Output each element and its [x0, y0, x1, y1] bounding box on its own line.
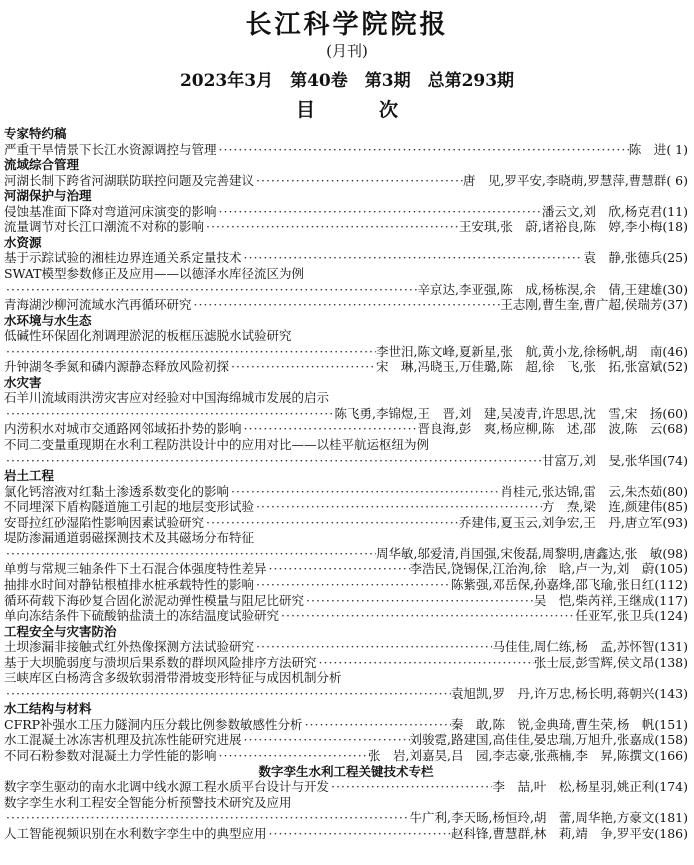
entry-page: (11) — [662, 203, 688, 219]
leader-dots — [4, 685, 451, 702]
leader-dots — [329, 778, 492, 795]
entry-authors: 李世汨,陈文峰,夏新星,张 航,黄小龙,徐杨帆,胡 南 — [375, 343, 663, 359]
entry-authors: 宋 琳,冯晓玉,万佳璐,陈 超,徐 飞,张 拓,张富斌 — [375, 359, 663, 375]
entry-title: 氯化钙溶液对红黏土渗透系数变化的影响 — [4, 483, 230, 499]
leader-dots — [4, 343, 376, 360]
toc-entry — [4, 296, 688, 313]
entry-title: 严重干旱情景下长江水资源调控与管理 — [4, 141, 217, 157]
entry-authors: 袁旭凯,罗 丹,许万忠,杨长明,蒋朝兴 — [450, 685, 655, 701]
entry-title: 基于大坝脆弱度与溃坝后果系数的群坝风险排序方法研究 — [4, 654, 317, 670]
entry-title: 土坝渗漏非接触式红外热像探测方法试验研究 — [4, 639, 255, 655]
entry-authors: 乔建伟,夏玉云,刘争宏,王 丹,唐立军 — [458, 514, 663, 530]
entry-authors: 吴 恺,柴芮祥,王继成 — [533, 592, 655, 608]
entry-authors: 刘骏霓,路建国,高佳佳,晏忠瑞,万旭升,张嘉成 — [409, 732, 655, 748]
section-heading: 水资源 — [4, 234, 42, 250]
entry-page: (181) — [654, 810, 688, 826]
entry-title: CFRP补强水工压力隧洞内压分载比例参数敏感性分析 — [4, 716, 303, 732]
entry-page: (124) — [654, 608, 688, 624]
entry-authors: 牛广利,李天旸,杨恒玲,胡 蕾,周华艳,方豪文 — [409, 810, 655, 826]
entry-title: 抽排水时间对静钻根植排水桩承载特性的影响 — [4, 576, 255, 592]
entry-title: 安哥拉红砂湿陷性影响因素试验研究 — [4, 514, 205, 530]
entry-title: 基于示踪试验的湘桂边界连通关系定量技术 — [4, 250, 242, 266]
section-heading: 水环境与水生态 — [4, 312, 92, 328]
entry-title: 数字孪生驱动的南水北调中线水源工程水质平台设计与开发 — [4, 779, 330, 795]
issue-line: 2023年3月 第40卷 第3期 总第293期 — [179, 71, 515, 91]
leader-dots — [242, 420, 418, 437]
entry-authors: 任亚军,张卫兵 — [575, 608, 655, 624]
leader-dots — [254, 172, 463, 189]
entry-title: 不同石粉参数对混凝土力学性能的影响 — [4, 748, 217, 763]
entry-authors: 王安琪,张 蔚,诸裕良,陈 婷,李小梅 — [458, 219, 663, 235]
entry-authors: 李 喆,叶 松,杨星羽,姚正利 — [492, 779, 655, 795]
toc-entry — [4, 529, 688, 546]
leader-dots — [229, 483, 500, 500]
toc-entry — [4, 560, 688, 577]
entry-page: (138) — [654, 654, 688, 670]
leader-dots — [4, 405, 335, 422]
entry-title: 人工智能视频识别在水利数字孪生中的典型应用 — [4, 825, 267, 841]
section-heading: 专家特约稿 — [4, 126, 67, 141]
entry-page: (18) — [662, 219, 688, 235]
entry-page: (46) — [662, 343, 688, 359]
section-heading: 水灾害 — [4, 374, 42, 390]
toc-entry — [4, 825, 688, 842]
toc-entry — [4, 203, 688, 220]
entry-title: 单向冻结条件下硫酸钠盐渍土的冻结温度试验研究 — [4, 608, 280, 624]
entry-title: 单剪与常规三轴条件下土石混合体强度特性差异 — [4, 561, 267, 577]
entry-authors: 赵科锋,曹慧群,林 莉,靖 争,罗平安 — [450, 825, 655, 841]
entry-title: 青海湖沙柳河流域水汽再循环研究 — [4, 297, 192, 313]
leader-dots — [267, 560, 410, 577]
entry-page: (60) — [662, 405, 688, 421]
entry-title: 不同埋深下盾构隧道施工引起的地层变形试验 — [4, 499, 255, 515]
entry-title: 水工混凝土冰冻害机理及抗冻性能研究进展 — [4, 732, 242, 748]
toc-entry — [4, 172, 688, 189]
toc-entry — [4, 514, 688, 531]
leader-dots — [229, 358, 376, 375]
entry-authors: 陈紫强,邓岳保,孙嘉烽,邵飞瑜,张日红 — [450, 576, 655, 592]
leader-dots — [4, 281, 417, 298]
leader-dots — [4, 545, 376, 562]
toc-entry — [4, 358, 688, 375]
entry-authors: 张 岩,刘嘉昊,吕 园,李志豪,张燕楠,李 昇,陈撰文 — [368, 748, 655, 763]
entry-authors: 潘云文,刘 欣,杨克君 — [541, 203, 663, 219]
toc-entry-continuation — [4, 809, 688, 826]
leader-dots — [303, 716, 451, 733]
toc-entry — [4, 778, 688, 795]
entry-page: (112) — [654, 576, 688, 592]
toc-entry-continuation — [4, 452, 688, 469]
entry-page: (166) — [654, 748, 688, 763]
entry-title: 三峡库区白杨湾含多级软弱滑带滑坡变形特征与成因机制分析 — [4, 670, 342, 686]
entry-page: ( 6) — [666, 172, 688, 188]
toc-entry — [4, 498, 688, 515]
entry-page: (131) — [654, 639, 688, 655]
entry-page: (174) — [654, 779, 688, 795]
entry-page: (80) — [662, 483, 688, 499]
entry-page: (37) — [662, 297, 688, 313]
entry-page: (85) — [662, 499, 688, 515]
entry-authors: 马佳佳,周仁练,杨 孟,苏怀智 — [492, 639, 655, 655]
toc-entry — [4, 607, 688, 624]
entry-authors: 李浩民,饶锡保,江治洵,徐 晗,卢一为,刘 蔚 — [409, 561, 655, 577]
entry-authors: 肖桂元,张达锦,雷 云,朱杰茹 — [500, 483, 663, 499]
entry-page: (158) — [654, 732, 688, 748]
leader-dots — [192, 296, 501, 313]
leader-dots — [317, 654, 534, 671]
leader-dots — [242, 731, 410, 748]
toc-entry — [4, 669, 688, 686]
entry-title: 低碱性环保固化剂调理淤泥的板框压滤脱水试验研究 — [4, 328, 292, 344]
entry-page: (74) — [662, 452, 688, 468]
journal-title: 长江科学院院报 — [245, 10, 449, 40]
toc-entry — [4, 436, 688, 453]
entry-authors: 辛京达,李亚强,陈 成,杨栋淏,余 倩,王建雄 — [417, 281, 663, 297]
entry-page: (143) — [654, 685, 688, 701]
entry-page: (151) — [654, 716, 688, 732]
toc-entry-continuation — [4, 685, 688, 702]
entry-page: ( 1) — [666, 141, 688, 157]
toc-entry — [4, 794, 688, 811]
entry-page: (98) — [662, 545, 688, 561]
toc-entry — [4, 265, 688, 282]
entry-page: (93) — [662, 514, 688, 530]
entry-authors: 唐 见,罗平安,李晓萌,罗慧萍,曹慧群 — [462, 172, 667, 188]
section-heading: 流域综合管理 — [4, 157, 80, 173]
journal-subtitle: (月刊) — [326, 42, 368, 60]
section-heading: 工程安全与灾害防治 — [4, 623, 117, 639]
toc-heading-right: 次 — [379, 99, 399, 121]
toc-entry — [4, 654, 688, 671]
toc-entry — [4, 141, 688, 158]
toc-entry — [4, 731, 688, 748]
toc-entry — [4, 592, 688, 609]
entry-title: 不同二变量重现期在水利工程防洪设计中的应用对比——以桂平航运枢纽为例 — [4, 437, 430, 452]
entry-authors: 方 焘,梁 连,颜建伟 — [541, 499, 663, 515]
entry-authors: 晋良海,彭 爽,杨应柳,陈 述,邵 波,陈 云 — [417, 421, 663, 437]
toc-entry — [4, 716, 688, 733]
entry-authors: 王志刚,曹生奎,曹广超,侯瑞芳 — [500, 297, 663, 313]
entry-authors: 甘富万,刘 旻,张华国 — [541, 452, 663, 468]
toc-heading — [0, 95, 694, 122]
entry-title: SWAT模型参数修正及应用——以德泽水库径流区为例 — [4, 265, 304, 281]
toc-entry-continuation — [4, 343, 688, 360]
toc-entry — [4, 747, 688, 764]
entry-title: 升钟湖冬季氮和磷内源静态释放风险初探 — [4, 359, 230, 375]
entry-authors: 周华敏,邬爱清,肖国强,宋俊磊,周黎明,唐鑫达,张 敏 — [375, 545, 663, 561]
leader-dots — [242, 249, 584, 266]
entry-authors: 袁 静,张德兵 — [583, 250, 663, 266]
toc-entry-continuation — [4, 545, 688, 562]
entry-page: (105) — [654, 561, 688, 577]
leader-dots — [254, 638, 492, 655]
leader-dots — [217, 747, 369, 764]
toc-entry — [4, 576, 688, 593]
toc-heading-left: 目 — [295, 99, 315, 121]
entry-page: (117) — [654, 592, 688, 608]
entry-authors: 陈 进 — [628, 141, 667, 157]
toc-entry — [4, 249, 688, 266]
leader-dots — [267, 825, 451, 842]
entry-page: (186) — [654, 825, 688, 841]
leader-dots — [254, 498, 542, 515]
toc-entry — [4, 327, 688, 344]
leader-dots — [217, 203, 542, 220]
section-heading: 水工结构与材料 — [4, 701, 92, 717]
entry-title: 内涝积水对城市交通路网邻域拓扑势的影响 — [4, 421, 242, 437]
entry-title: 侵蚀基准面下降对弯道河床演变的影响 — [4, 203, 217, 219]
entry-title: 数字孪生水利工程安全智能分析预警技术研究及应用 — [4, 794, 292, 810]
entry-title: 循环荷载下海砂复合固化淤泥动弹性模量与阻尼比研究 — [4, 592, 305, 608]
leader-dots — [279, 607, 575, 624]
leader-dots — [204, 218, 459, 235]
entry-page: (25) — [662, 250, 688, 266]
entry-title: 河湖长制下跨省河湖联防联控问题及完善建议 — [4, 172, 255, 188]
leader-dots — [4, 452, 542, 469]
leader-dots — [254, 576, 451, 593]
toc-entry — [4, 638, 688, 655]
entry-title: 流量调节对长江口潮流不对称的影响 — [4, 219, 205, 235]
leader-dots — [217, 141, 629, 158]
entry-title: 石羊川流域雨洪涝灾害应对经验对中国海绵城市发展的启示 — [4, 390, 330, 406]
entry-authors: 陈飞勇,李锦煜,王 晋,刘 建,吴凌青,许思思,沈 雪,宋 扬 — [334, 405, 663, 421]
entry-title: 堤防渗漏通道弱磁探测技术及其磁场分布特征 — [4, 530, 255, 546]
section-heading: 岩土工程 — [4, 468, 55, 484]
entry-page: (30) — [662, 281, 688, 297]
section-heading: 数字孪生水利工程关键技术专栏 — [258, 763, 434, 779]
toc-entry — [4, 218, 688, 235]
toc-entry — [4, 389, 688, 406]
entry-authors: 张士辰,彭雪辉,侯文昂 — [533, 654, 655, 670]
leader-dots — [204, 514, 459, 531]
section-heading: 河湖保护与治理 — [4, 188, 92, 204]
entry-authors: 秦 敢,陈 锐,金典琦,曹生荣,杨 帆 — [450, 716, 655, 732]
toc-entry — [4, 483, 688, 500]
toc-entry — [4, 420, 688, 437]
entry-page: (68) — [662, 421, 688, 437]
leader-dots — [4, 809, 410, 826]
toc-entry-continuation — [4, 405, 688, 422]
entry-page: (52) — [662, 359, 688, 375]
leader-dots — [304, 592, 534, 609]
toc-entry-continuation — [4, 281, 688, 298]
